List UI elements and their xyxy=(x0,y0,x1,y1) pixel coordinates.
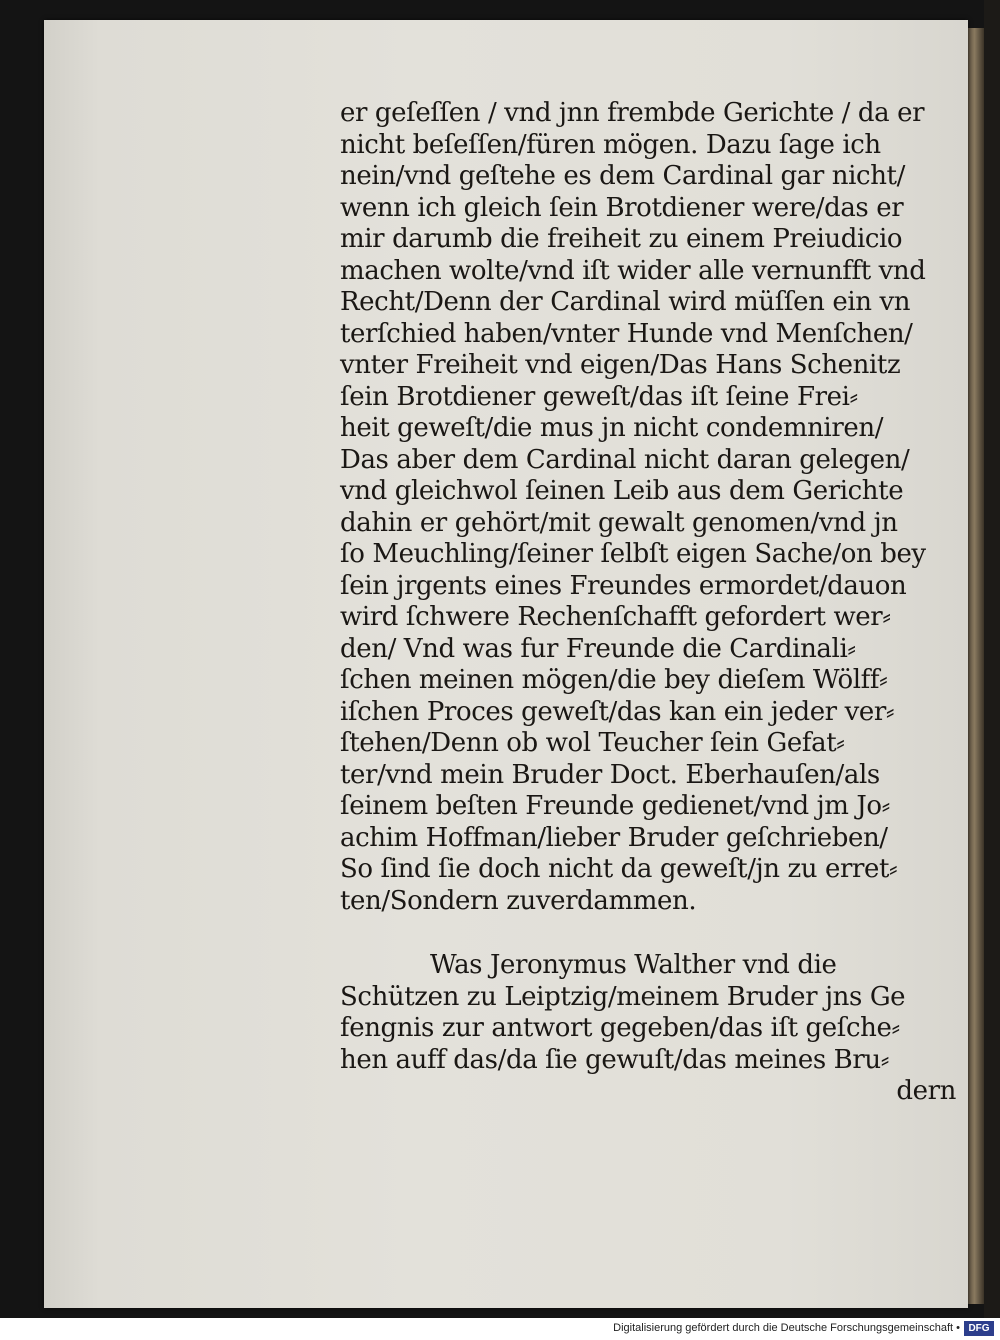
text-line: machen wolte/vnd iſt wider alle vernunfft vnd xyxy=(340,255,926,286)
text-line: vnd gleichwol ſeinen Leib aus dem Gerichte xyxy=(340,476,904,506)
paragraph-two xyxy=(340,950,956,1108)
book-edge xyxy=(968,28,984,1304)
text-line: Schützen zu Leiptzig/meinem Bruder jns Ge xyxy=(340,981,906,1012)
footer-bar xyxy=(0,1318,1000,1340)
text-line: nicht beſeſſen/füren mögen. Dazu ſage ich xyxy=(340,129,881,160)
text-line: nein/vnd geſtehe es dem Cardinal gar nicht/ xyxy=(340,161,905,191)
text-line: achim Hoffman/lieber Bruder geſchrieben/ xyxy=(340,822,888,853)
text-line: Was Jeronymus Walther vnd die xyxy=(430,950,837,980)
text-line: ſein jrgents eines Freundes ermordet/dauon xyxy=(340,570,907,601)
text-line: ſeinem beſten Freunde gedienet/vnd jm Jo⸗ xyxy=(340,791,890,821)
text-line: ter/vnd mein Bruder Doct. Eberhauſen/als xyxy=(340,759,880,790)
funding-credit: Digitalisierung gefördert durch die Deutsche Forschungsgemeinschaft • xyxy=(613,1322,960,1334)
book-edge-shadow xyxy=(984,0,1000,1318)
text-line: wenn ich gleich ſein Brotdiener were/das er xyxy=(340,192,904,223)
text-line: Recht/Denn der Cardinal wird müſſen ein vn xyxy=(340,287,911,317)
text-line: ſein Brotdiener geweſt/das iſt ſeine Frei⸗ xyxy=(340,381,858,412)
text-line: So ſind ſie doch nicht da geweſt/jn zu erret⸗ xyxy=(340,854,898,884)
text-line: Das aber dem Cardinal nicht daran gelegen/ xyxy=(340,444,910,475)
text-line: ſchen meinen mögen/die bey dieſem Wölff⸗ xyxy=(340,665,888,695)
text-line: den/ Vnd was fur Freunde die Cardinali⸗ xyxy=(340,633,856,664)
text-line: hen auff das/da ſie gewuſt/das meines Bru⸗ xyxy=(340,1044,889,1075)
text-line: ſtehen/Denn ob wol Teucher ſein Gefat⸗ xyxy=(340,728,845,758)
dfg-logo: DFG xyxy=(964,1321,994,1336)
text-line: iſchen Proces geweſt/das kan ein jeder ver⸗ xyxy=(340,696,895,727)
text-line: ſo Meuchling/ſeiner ſelbſt eigen Sache/on bey xyxy=(340,539,926,569)
text-line: terſchied haben/vnter Hunde vnd Menſchen/ xyxy=(340,318,913,349)
catchword: dern xyxy=(896,1076,956,1106)
text-line: ten/Sondern zuverdammen. xyxy=(340,885,697,916)
text-line: fengnis zur antwort gegeben/das iſt geſche⸗ xyxy=(340,1013,900,1043)
text-line: wird ſchwere Rechenſchafft gefordert wer⸗ xyxy=(340,602,891,632)
text-line: mir darumb die freiheit zu einem Preiudicio xyxy=(340,224,903,254)
paragraph-one xyxy=(340,98,956,917)
text-line: dahin er gehört/mit gewalt genomen/vnd jn xyxy=(340,507,898,538)
text-line: heit geweſt/die mus jn nicht condemniren/ xyxy=(340,413,884,443)
text-line: vnter Freiheit vnd eigen/Das Hans Schenitz xyxy=(340,350,901,380)
text-line: er geſeſſen / vnd jnn frembde Gerichte / da er xyxy=(340,98,925,128)
